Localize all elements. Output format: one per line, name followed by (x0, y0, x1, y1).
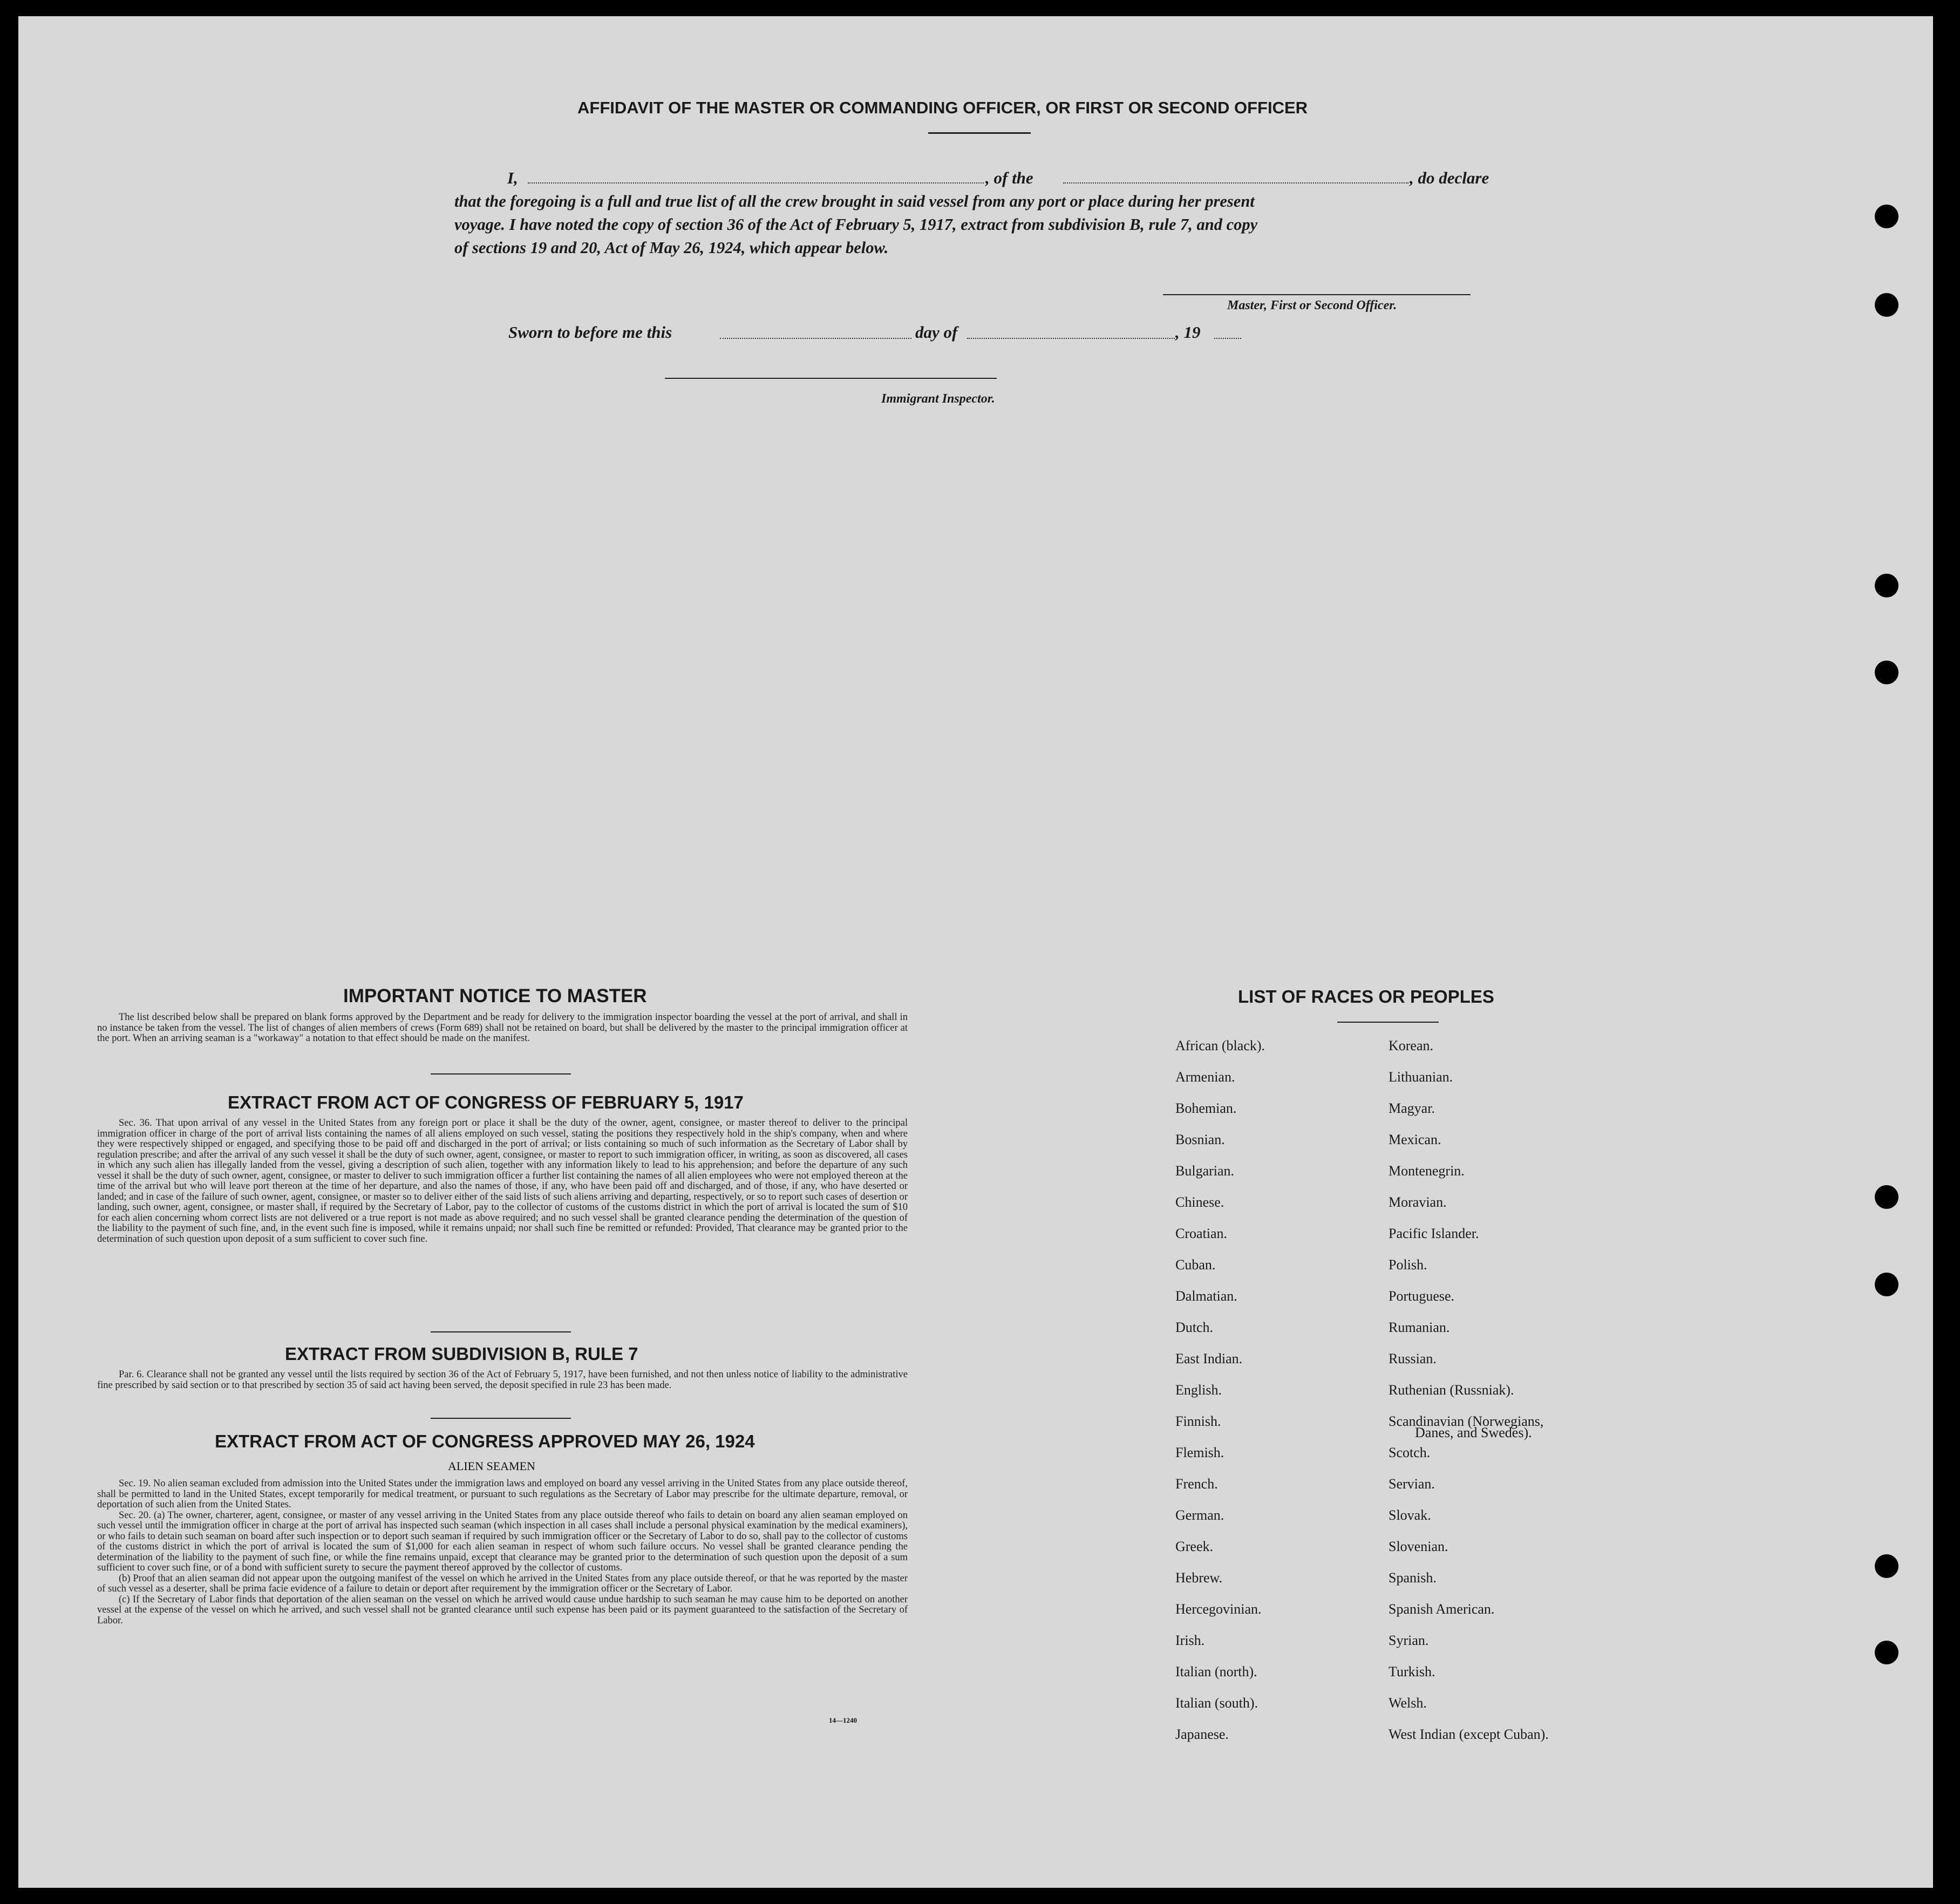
sworn-label: Sworn to before me this (508, 323, 672, 342)
race-item-continuation: Danes, and Swedes). (1415, 1425, 1532, 1440)
race-item: Portuguese. (1389, 1288, 1455, 1304)
race-item: Lithuanian. (1389, 1069, 1453, 1085)
affidavit-declare: , do declare (1410, 168, 1489, 187)
race-item: African (black). (1175, 1038, 1265, 1053)
binder-hole (1875, 293, 1898, 317)
race-item: Armenian. (1175, 1069, 1235, 1085)
extract-rule7-body: Par. 6. Clearance shall not be granted any vessel until the lists required by section 36 of the Act of February 5, 1917, have been furnished, and not then unless notice of liability to the administrative fine prescribed by said section or to that prescribed by section 35 of said act having been served, the deposit specified in rule 23 has been made. (97, 1369, 908, 1391)
race-item: Bohemian. (1175, 1100, 1237, 1116)
day-of-label: day of (915, 323, 958, 342)
race-item: Magyar. (1389, 1100, 1435, 1116)
race-item: Montenegrin. (1389, 1163, 1465, 1179)
alien-seamen-subtitle: ALIEN SEAMEN (448, 1459, 535, 1473)
race-item: Irish. (1175, 1633, 1205, 1648)
divider (928, 132, 1031, 134)
affidavit-of-the: , of the (985, 168, 1033, 187)
notice-title: IMPORTANT NOTICE TO MASTER (343, 985, 647, 1007)
binder-hole (1875, 1554, 1898, 1578)
sec-20c: (c) If the Secretary of Labor finds that deportation of the alien seaman on the vessel on which he arrived would cause undue hardship to such seaman he may cause him to be deported on another vessel at the expense of the vessel on which he arrived, and such vessel shall not be granted clearance until such expense has been paid or its payment guaranteed to the satisfaction of the Secretary of Labor. (97, 1594, 908, 1626)
year-field[interactable] (1214, 338, 1241, 339)
binder-hole (1875, 1641, 1898, 1664)
race-item: Italian (south). (1175, 1695, 1258, 1711)
extract-rule7-title: EXTRACT FROM SUBDIVISION B, RULE 7 (285, 1344, 638, 1364)
race-item: Greek. (1175, 1539, 1214, 1554)
race-item: Croatian. (1175, 1226, 1228, 1241)
master-caption: Master, First or Second Officer. (1227, 298, 1397, 312)
binder-hole (1875, 661, 1898, 684)
name-field[interactable] (528, 182, 984, 183)
inspector-signature-line[interactable] (665, 378, 997, 379)
binder-hole (1875, 1273, 1898, 1296)
race-item: Spanish American. (1389, 1601, 1495, 1617)
race-item: German. (1175, 1507, 1224, 1523)
race-item: Scotch. (1389, 1445, 1431, 1460)
race-item: Japanese. (1175, 1726, 1229, 1742)
race-item: French. (1175, 1476, 1218, 1492)
sec-19: Sec. 19. No alien seaman excluded from admission into the United States under the immigration laws and employed on board any vessel arriving in the United States from any place outside thereof, shall be permitted to land in the United States, except temporarily for medical treatment, or pursuant to such regulations as the Secretary of Labor may prescribe for the ultimate departure, removal, or deportation of such alien from the United States. (97, 1478, 908, 1510)
race-item: Scandinavian (Norwegians, (1389, 1413, 1544, 1429)
year-label: , 19 (1175, 323, 1201, 342)
affidavit-line4: of sections 19 and 20, Act of May 26, 1924, which appear below. (454, 239, 889, 257)
affidavit-i: I, (507, 168, 518, 187)
race-item: Turkish. (1389, 1664, 1435, 1679)
extract-1924-body (97, 1479, 908, 1626)
race-item: West Indian (except Cuban). (1389, 1726, 1549, 1742)
race-item: Moravian. (1389, 1194, 1447, 1210)
race-item: Spanish. (1389, 1570, 1437, 1586)
race-item: Pacific Islander. (1389, 1226, 1479, 1241)
race-item: Dalmatian. (1175, 1288, 1237, 1304)
affidavit-title: AFFIDAVIT OF THE MASTER OR COMMANDING OFFICER, OR FIRST OR SECOND OFFICER (577, 98, 1308, 117)
race-item: Chinese. (1175, 1194, 1224, 1210)
race-item: Slovenian. (1389, 1539, 1448, 1554)
signature-line[interactable] (1163, 294, 1471, 295)
binder-hole (1875, 1185, 1898, 1209)
race-item: Bulgarian. (1175, 1163, 1235, 1179)
race-item: Italian (north). (1175, 1664, 1257, 1679)
extract-1917-body: Sec. 36. That upon arrival of any vessel in the United States from any foreign port or place it shall be the duty of the owner, agent, consignee, or master thereof to deliver to the principal immigration officer in charge of the port of arrival lists containing the names of all aliens employed on such vessel, stating the positions they respectively hold in the ship's company, when and where they were respectively shipped or engaged, and specifying those to be paid off and discharged in the port of arrival; or lists containing so much of such information as the Secretary of Labor shall by regulation prescribe; and after the arrival of any such vessel it shall be the duty of such owner, agent, consignee, or master to report to such immigration officer, in writing, as soon as discovered, all cases in which any such alien has illegally landed from the vessel, giving a description of such alien, together with any information likely to lead to his apprehension; and before the departure of any such vessel it shall be the duty of such owner, agent, consignee, or master to deliver to such immigration officer a further list containing the names of all alien employees who were not employed thereon at the time of the arrival but who will leave port thereon at the time of her departure, and also the names of those, if any, who have been paid off and discharged, and of those, if any, who have deserted or landed; and in case of the failure of such owner, agent, consignee, or master so to deliver either of the said lists of such aliens arriving and departing, respectively, or so to report such cases of desertion or landing, such owner, agent, consignee, or master shall, if required by the Secretary of Labor, pay to the collector of customs of the customs district in which the port of arrival is located the sum of $10 for each alien concerning whom correct lists are not delivered or a true report is not made as above required; and no such vessel shall be granted clearance pending the determination of the question of the liability to the payment of such fine, and, in the event such fine is imposed, while it remains unpaid; nor shall such fine be remitted or refunded: Provided, That clearance may be granted prior to the determination of such question upon deposit of a sum sufficient to cover such fine. (97, 1118, 908, 1245)
divider (1337, 1022, 1439, 1023)
race-item: Hercegovinian. (1175, 1601, 1262, 1617)
race-item: Mexican. (1389, 1132, 1441, 1147)
race-item: Finnish. (1175, 1413, 1221, 1429)
binder-hole (1875, 574, 1898, 597)
form-number: 14—1240 (829, 1716, 857, 1724)
binder-hole (1875, 205, 1898, 228)
divider (431, 1418, 571, 1419)
sec-20b: (b) Proof that an alien seaman did not appear upon the outgoing manifest of the vessel on which he arrived in the United States from any place outside thereof, or that he was reported by the master of such vessel as a deserter, shall be prima facie evidence of a failure to detain or deport after requirement by the immigration officer or the Secretary of Labor. (97, 1573, 908, 1594)
extract-1917-title: EXTRACT FROM ACT OF CONGRESS OF FEBRUARY 5, 1917 (228, 1092, 744, 1112)
race-item: Cuban. (1175, 1257, 1216, 1273)
sec-20a: Sec. 20. (a) The owner, charterer, agent, consignee, or master of any vessel arriving in the United States from any place outside thereof who fails to detain on board any alien seaman employed on such vessel until the immigration officer in charge at the port of arrival has inspected such seaman (which inspection in all cases shall include a personal physical examination by the medical examiners), or who fails to detain such seaman on board after such inspection or to deport such seaman if required by such immigration officer or the Secretary of Labor to do so, shall pay to the collector of customs of the customs district in which the port of arrival is located the sum of $1,000 for each alien seaman in respect of whom such failure occurs. No vessel shall be granted clearance pending the determination of the liability to the payment of such fine, or while the fine remains unpaid, except that clearance may be granted prior to the determination of such question upon the deposit of a sum sufficient to cover such fine, or of a bond with sufficient surety to secure the payment thereof approved by the collector of customs. (97, 1509, 908, 1573)
affidavit-line2: that the foregoing is a full and true list of all the crew brought in said vessel from any port or place during her present (454, 192, 1255, 210)
divider (431, 1073, 571, 1075)
race-item: Polish. (1389, 1257, 1427, 1273)
month-field[interactable] (967, 338, 1175, 339)
race-item: Korean. (1389, 1038, 1434, 1053)
day-field[interactable] (720, 338, 911, 339)
race-item: Welsh. (1389, 1695, 1427, 1711)
race-item: Dutch. (1175, 1320, 1214, 1335)
race-item: East Indian. (1175, 1351, 1243, 1366)
race-item: Flemish. (1175, 1445, 1224, 1460)
inspector-caption: Immigrant Inspector. (881, 392, 995, 406)
race-item: Ruthenian (Russniak). (1389, 1382, 1514, 1398)
race-item: Slovak. (1389, 1507, 1431, 1523)
extract-1924-title: EXTRACT FROM ACT OF CONGRESS APPROVED MAY 26, 1924 (215, 1431, 755, 1451)
notice-body: The list described below shall be prepared on blank forms approved by the Department and be ready for delivery to the immigration inspector boarding the vessel at the port of arrival, and shall in no instance be taken from the vessel. The list of changes of alien members of crews (Form 689) shall not be retained on board, but shall be delivered by the master to the principal immigration officer at the port. When an arriving seaman is a "workaway" a notation to that effect should be made on the manifest. (97, 1012, 908, 1044)
race-item: Hebrew. (1175, 1570, 1223, 1586)
races-title: LIST OF RACES OR PEOPLES (1238, 987, 1494, 1007)
race-item: Servian. (1389, 1476, 1435, 1492)
vessel-field[interactable] (1063, 182, 1408, 183)
race-item: Rumanian. (1389, 1320, 1450, 1335)
divider (431, 1331, 571, 1332)
race-item: Russian. (1389, 1351, 1437, 1366)
race-item: Syrian. (1389, 1633, 1429, 1648)
race-item: Bosnian. (1175, 1132, 1225, 1147)
affidavit-line3: voyage. I have noted the copy of section 36 of the Act of February 5, 1917, extract from subdivision B, rule 7, and copy (454, 215, 1258, 234)
race-item: English. (1175, 1382, 1222, 1398)
